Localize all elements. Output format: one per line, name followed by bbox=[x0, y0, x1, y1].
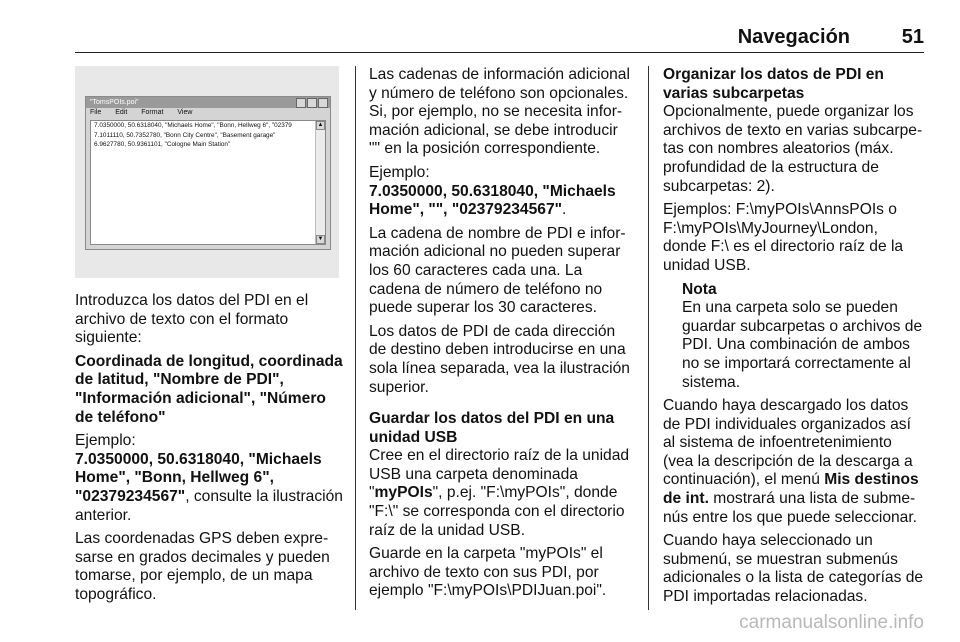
note-title: Nota bbox=[682, 280, 717, 298]
minimize-icon bbox=[296, 98, 306, 108]
column-1 bbox=[75, 66, 343, 610]
window-title: "TomsPOIs.poi" bbox=[90, 99, 139, 106]
example-tail: , consulte la ilustración anterior. bbox=[75, 487, 343, 524]
example-label: Ejemplo: bbox=[75, 432, 136, 450]
example-block bbox=[75, 432, 343, 525]
subfolders-heading: Organizar los datos de PDI en varias subcarpetas bbox=[663, 66, 884, 102]
page-header bbox=[0, 0, 960, 56]
window-titlebar bbox=[86, 97, 330, 108]
poi-line: 7.0350000, 50.6318040, "Michaels Home", "Bonn, Hellweg 6", "02379 bbox=[94, 122, 292, 129]
menu-view: View bbox=[177, 109, 193, 116]
close-icon bbox=[318, 98, 328, 108]
intro-paragraph: Introduzca los datos del PDI en el archivo de texto con el formato siguiente: bbox=[75, 292, 309, 347]
menu-format: Format bbox=[141, 109, 164, 116]
save-file-paragraph: Guarde en la carpeta "myPOIs" el archivo de texto con sus PDI, por ejemplo "F:\myPOIs\PDIJuan.poi". bbox=[369, 545, 607, 600]
create-text-a: Cree en el directorio raíz de la unidad USB una carpeta denominada " bbox=[369, 447, 630, 502]
single-line-paragraph: Los datos de PDI de cada dirección de destino deben introducirse en una sola línea separada, vea la ilustración superior. bbox=[369, 322, 630, 396]
scrollbar bbox=[315, 121, 325, 244]
example-block bbox=[369, 164, 633, 220]
watermark: carmanualsonline.info bbox=[739, 612, 924, 633]
maximize-icon bbox=[307, 98, 317, 108]
menu-file: File bbox=[90, 109, 102, 116]
column-divider bbox=[648, 66, 649, 610]
header-rule bbox=[75, 52, 924, 53]
download-text-a: Cuando haya descargado los datos de PDI individuales organizados así al sistema de infoentretenimiento (vea la descripción de la descarga a continuación), el menú bbox=[663, 397, 913, 489]
example-bold: 7.0350000, 50.6318040, "Michaels Home", "", "02379234567" bbox=[369, 182, 616, 219]
folder-name-bold: myPOIs bbox=[374, 484, 433, 502]
optional-fields-paragraph: Las cadenas de información adicional y número de teléfono son opcionales. Si, por ejemplo, no se necesita información adicional, se debe introducir "" en la posición correspondiente. bbox=[369, 66, 630, 158]
text-editor-area bbox=[90, 120, 326, 245]
example-bold: 7.0350000, 50.6318040, "Michaels Home", "Bonn, Hellweg 6", "02379234567" bbox=[75, 450, 322, 505]
create-text-b: ", p.ej. "F:\myPOIs", donde "F:\" se corresponda con el directorio raíz de la unidad USB. bbox=[369, 484, 625, 539]
save-usb-heading: Guardar los datos del PDI en una unidad USB bbox=[369, 410, 615, 446]
format-bold: Coordinada de longitud, coordinada de latitud, "Nombre de PDI", "Información adicional", "Número de teléfono" bbox=[75, 352, 343, 426]
example-label: Ejemplo: bbox=[369, 163, 430, 181]
page-number: 51 bbox=[901, 26, 924, 48]
column-3 bbox=[663, 66, 925, 612]
download-paragraph bbox=[663, 397, 925, 527]
example-tail: . bbox=[562, 201, 567, 219]
window-controls bbox=[295, 98, 328, 109]
examples-paragraph: Ejemplos: F:\myPOIs\AnnsPOIs o F:\myPOIs\MyJourney\London, donde F:\ es el directorio raíz de la unidad USB. bbox=[663, 201, 904, 274]
scroll-down-icon: ▼ bbox=[317, 236, 324, 242]
menu-name-bold: Mis destinos de int. bbox=[663, 471, 919, 508]
note-title-row bbox=[682, 281, 925, 300]
menu-edit: Edit bbox=[115, 109, 128, 116]
submenu-paragraph: Cuando haya seleccionado un submenú, se muestran submenús adicionales o la lista de categorías de PDI importadas relacionadas. bbox=[663, 532, 924, 606]
scroll-up-icon: ▲ bbox=[317, 122, 324, 128]
subfolders-paragraph: Opcionalmente, puede organizar los archivos de texto en varias subcarpetas con nombres aleatorios (máx. profundidad de la estructura de subcarpetas: 2). bbox=[663, 103, 923, 195]
gps-paragraph: Las coordenadas GPS deben expresarse en grados decimales y pueden tomarse, por ejemplo, de un mapa topográfico. bbox=[75, 530, 330, 603]
note-text: En una carpeta solo se pueden guardar subcarpetas o archivos de PDI. Una combinación de ambos no se importará correctamente al sistema. bbox=[682, 299, 923, 391]
poi-line: 6.9627780, 50.9361101, "Cologne Main Station" bbox=[94, 141, 231, 148]
column-divider bbox=[355, 66, 356, 610]
notepad-window bbox=[85, 96, 331, 250]
note-box bbox=[682, 281, 925, 393]
poi-line: 7.1011110, 50.7352780, "Bonn City Centre", "Basement garage" bbox=[94, 131, 276, 139]
download-text-b: mostrará una lista de submenús entre los que puede seleccionar. bbox=[663, 490, 918, 526]
limits-paragraph: La cadena de nombre de PDI e información adicional no pueden superar los 60 caracteres cada una. La cadena de número de teléfono no puede superar los 30 caracteres. bbox=[369, 224, 626, 317]
create-folder-paragraph bbox=[369, 447, 633, 540]
section-title: Navegación bbox=[737, 26, 850, 48]
section-heading bbox=[663, 66, 925, 103]
poi-file-illustration bbox=[75, 66, 339, 278]
column-2 bbox=[369, 66, 633, 606]
section-heading bbox=[369, 410, 633, 447]
format-description bbox=[75, 353, 343, 427]
window-menubar bbox=[86, 108, 330, 118]
